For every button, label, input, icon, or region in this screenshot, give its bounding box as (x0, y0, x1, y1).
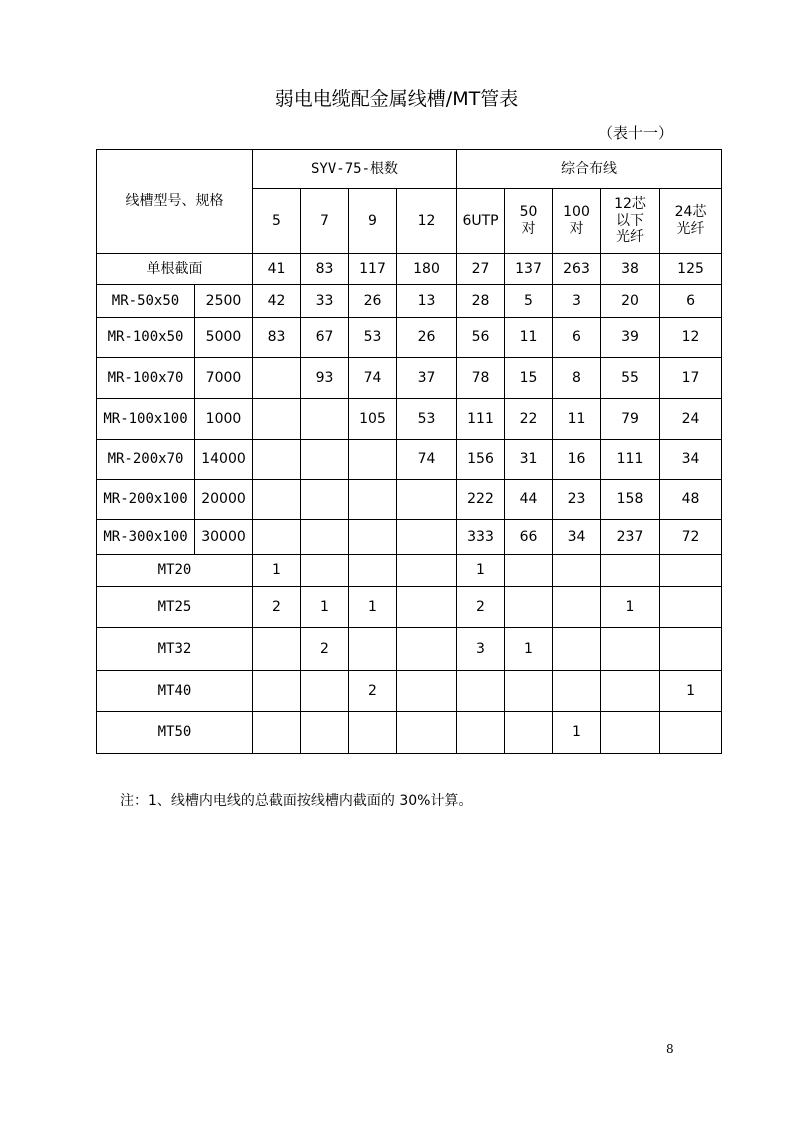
table-cell (457, 671, 505, 712)
table-cell (397, 628, 457, 671)
table-cell (601, 555, 660, 587)
table-cell: 2 (457, 587, 505, 628)
table-cell: 3 (553, 285, 601, 318)
table-cell (505, 555, 553, 587)
header-syv-col: 12 (397, 189, 457, 254)
table-cell: 93 (301, 358, 349, 399)
table-cell (553, 671, 601, 712)
table-cell: 56 (457, 318, 505, 358)
table-cell (397, 671, 457, 712)
table-cell (301, 480, 349, 520)
section-label: 单根截面 (97, 254, 253, 285)
table-cell (253, 712, 301, 754)
table-cell (253, 628, 301, 671)
table-cell: 11 (505, 318, 553, 358)
table-cell (301, 712, 349, 754)
area-cell: 20000 (195, 480, 253, 520)
model-cell: MR-50x50 (97, 285, 195, 318)
table-cell (349, 520, 397, 555)
table-reference: （表十一） (598, 124, 674, 142)
table-cell: 72 (660, 520, 722, 555)
table-cell: 24 (660, 399, 722, 440)
table-cell: 6 (660, 285, 722, 318)
table-cell (601, 671, 660, 712)
model-cell: MT25 (97, 587, 253, 628)
model-cell: MT20 (97, 555, 253, 587)
table-cell: 83 (253, 318, 301, 358)
table-row (97, 480, 722, 520)
table-cell (505, 587, 553, 628)
table-cell: 222 (457, 480, 505, 520)
table-cell (301, 399, 349, 440)
table-row (97, 628, 722, 671)
table-cell: 53 (397, 399, 457, 440)
table-cell: 22 (505, 399, 553, 440)
table-cell: 180 (397, 254, 457, 285)
model-cell: MT40 (97, 671, 253, 712)
table-cell: 125 (660, 254, 722, 285)
table-cell: 137 (505, 254, 553, 285)
header-model-spec: 线槽型号、规格 (97, 150, 253, 254)
model-cell: MR-100x50 (97, 318, 195, 358)
table-cell: 20 (601, 285, 660, 318)
footnote: 注：1、线槽内电线的总截面按线槽内截面的 30%计算。 (120, 793, 473, 809)
model-cell: MR-100x100 (97, 399, 195, 440)
table-cell: 39 (601, 318, 660, 358)
header-cabling-col: 12芯 以下 光纤 (601, 189, 660, 254)
header-cabling-col: 24芯 光纤 (660, 189, 722, 254)
table-cell (601, 628, 660, 671)
table-cell: 1 (601, 587, 660, 628)
area-cell: 5000 (195, 318, 253, 358)
table-cell (349, 480, 397, 520)
table-cell (505, 712, 553, 754)
header-cabling-col: 100 对 (553, 189, 601, 254)
table-cell: 111 (601, 440, 660, 480)
table-cell (397, 520, 457, 555)
table-cell (301, 555, 349, 587)
table-cell (553, 628, 601, 671)
table-cell: 26 (349, 285, 397, 318)
table-cell (253, 520, 301, 555)
table-cell: 13 (397, 285, 457, 318)
table-cell: 33 (301, 285, 349, 318)
table-cell: 8 (553, 358, 601, 399)
table-cell: 158 (601, 480, 660, 520)
table-cell (301, 520, 349, 555)
table-cell (253, 358, 301, 399)
table-cell: 2 (301, 628, 349, 671)
table-cell: 23 (553, 480, 601, 520)
table-cell (505, 671, 553, 712)
page-title: 弱电电缆配金属线槽/MT管表 (274, 88, 519, 110)
table-cell: 78 (457, 358, 505, 399)
table-cell (660, 587, 722, 628)
table-cell (397, 555, 457, 587)
model-cell: MR-300x100 (97, 520, 195, 555)
table-cell: 34 (553, 520, 601, 555)
table-cell: 41 (253, 254, 301, 285)
header-cabling-col: 50 对 (505, 189, 553, 254)
area-cell: 14000 (195, 440, 253, 480)
header-syv-col: 5 (253, 189, 301, 254)
table-row (97, 671, 722, 712)
table-cell: 15 (505, 358, 553, 399)
table-cell: 2 (253, 587, 301, 628)
table-cell: 53 (349, 318, 397, 358)
table-row (97, 399, 722, 440)
table-cell (553, 587, 601, 628)
table-cell: 1 (553, 712, 601, 754)
table-row (97, 520, 722, 555)
table-cell (253, 440, 301, 480)
table-cell: 74 (397, 440, 457, 480)
table-cell: 34 (660, 440, 722, 480)
model-cell: MR-200x100 (97, 480, 195, 520)
table-cell: 156 (457, 440, 505, 480)
table-cell: 48 (660, 480, 722, 520)
table-cell: 42 (253, 285, 301, 318)
table-cell: 1 (253, 555, 301, 587)
table-cell: 83 (301, 254, 349, 285)
table-cell (601, 712, 660, 754)
table-cell: 16 (553, 440, 601, 480)
header-cabling-col: 6UTP (457, 189, 505, 254)
table-cell: 79 (601, 399, 660, 440)
table-cell (457, 712, 505, 754)
table-row (97, 712, 722, 754)
table-cell: 12 (660, 318, 722, 358)
model-cell: MR-100x70 (97, 358, 195, 399)
table-cell (301, 440, 349, 480)
table-cell (349, 628, 397, 671)
table-cell: 5 (505, 285, 553, 318)
header-group-syv: SYV-75-根数 (253, 150, 457, 189)
table-cell (397, 587, 457, 628)
table-cell: 3 (457, 628, 505, 671)
table-cell: 1 (301, 587, 349, 628)
area-cell: 1000 (195, 399, 253, 440)
model-cell: MR-200x70 (97, 440, 195, 480)
header-syv-col: 9 (349, 189, 397, 254)
table-cell: 28 (457, 285, 505, 318)
table-cell (660, 555, 722, 587)
table-row (97, 440, 722, 480)
table-cell: 38 (601, 254, 660, 285)
model-cell: MT50 (97, 712, 253, 754)
table-cell: 1 (457, 555, 505, 587)
table-cell (349, 440, 397, 480)
table-cell (349, 555, 397, 587)
area-cell: 2500 (195, 285, 253, 318)
model-cell: MT32 (97, 628, 253, 671)
table-row (97, 358, 722, 399)
table-cell: 31 (505, 440, 553, 480)
table-cell: 1 (349, 587, 397, 628)
table-cell: 111 (457, 399, 505, 440)
area-cell: 7000 (195, 358, 253, 399)
table-cell: 44 (505, 480, 553, 520)
table-cell: 26 (397, 318, 457, 358)
table-cell: 117 (349, 254, 397, 285)
table-cell: 6 (553, 318, 601, 358)
table-cell: 11 (553, 399, 601, 440)
table-row (97, 555, 722, 587)
table-cell: 17 (660, 358, 722, 399)
table-cell: 105 (349, 399, 397, 440)
table-cell (553, 555, 601, 587)
table-cell: 2 (349, 671, 397, 712)
table-cell (349, 712, 397, 754)
table-cell (397, 712, 457, 754)
table-cell (253, 399, 301, 440)
table-cell: 1 (660, 671, 722, 712)
table-cell: 237 (601, 520, 660, 555)
table-cell: 55 (601, 358, 660, 399)
page-number: 8 (666, 1042, 674, 1056)
table-cell (397, 480, 457, 520)
table-cell (301, 671, 349, 712)
area-cell: 30000 (195, 520, 253, 555)
table-row (97, 254, 722, 285)
cable-tray-table (96, 149, 722, 754)
table-cell: 67 (301, 318, 349, 358)
table-row (97, 587, 722, 628)
table-cell: 333 (457, 520, 505, 555)
table-cell: 1 (505, 628, 553, 671)
table-cell: 74 (349, 358, 397, 399)
table-cell: 263 (553, 254, 601, 285)
table-row (97, 285, 722, 318)
header-syv-col: 7 (301, 189, 349, 254)
table-cell: 27 (457, 254, 505, 285)
table-cell: 66 (505, 520, 553, 555)
table-cell (660, 712, 722, 754)
table-cell (660, 628, 722, 671)
table-cell: 37 (397, 358, 457, 399)
table-row (97, 318, 722, 358)
table-cell (253, 480, 301, 520)
header-group-cabling: 综合布线 (457, 150, 722, 189)
table-cell (253, 671, 301, 712)
